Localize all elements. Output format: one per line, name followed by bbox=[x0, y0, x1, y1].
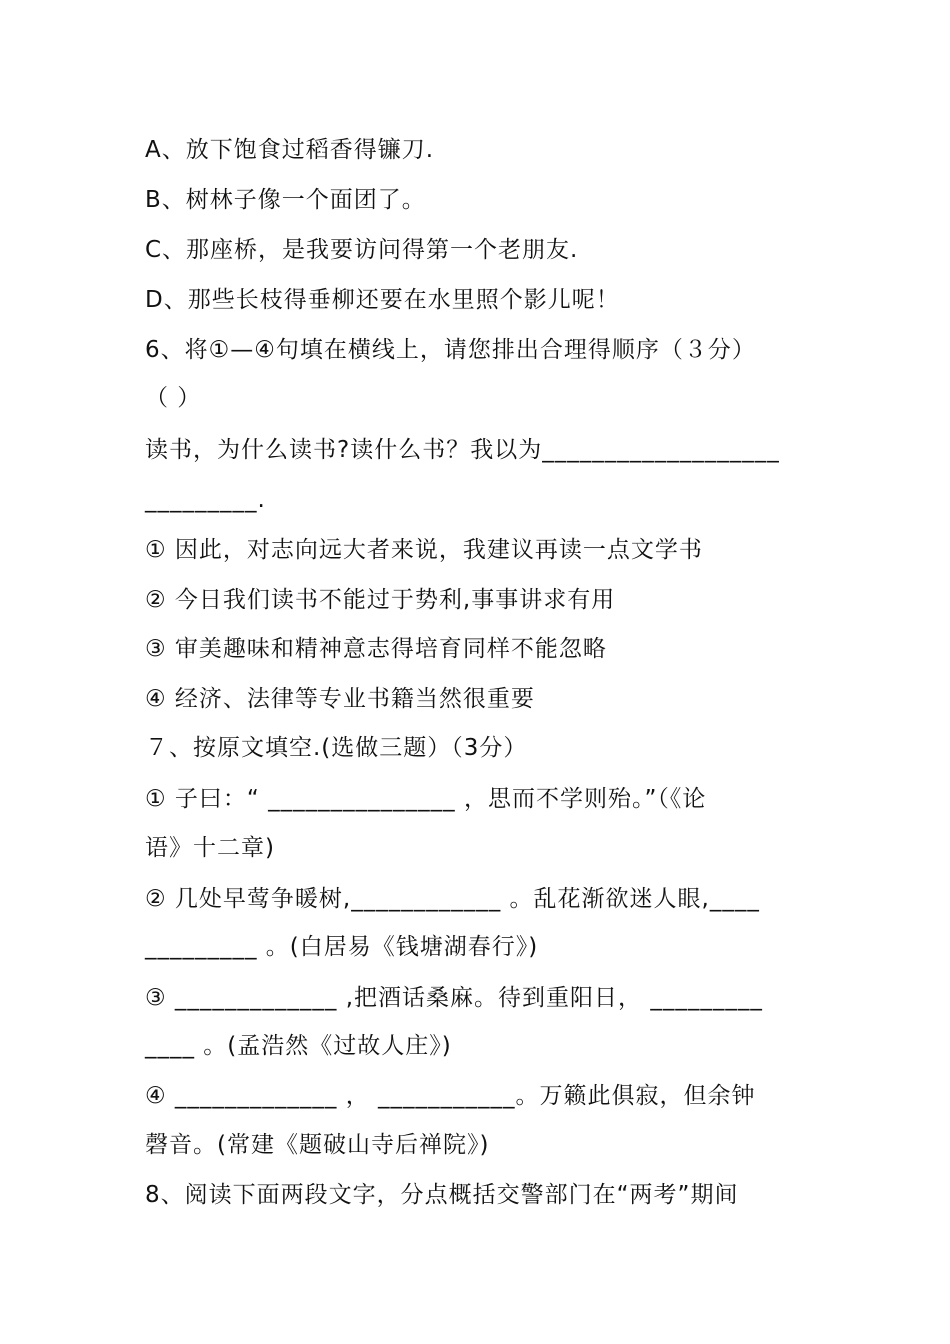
question-8-title: 8、阅读下面两段文字，分点概括交警部门在“两考”期间 bbox=[145, 1182, 739, 1208]
question-6-answer-bracket: （ ） bbox=[145, 385, 202, 411]
option-d: D、那些长枝得垂柳还要在水里照个影儿呢！ bbox=[145, 287, 620, 313]
question-6-title: 6、将①—④句填在横线上，请您排出合理得顺序（３分） bbox=[145, 337, 756, 363]
option-c: C、那座桥，是我要访问得第一个老朋友. bbox=[145, 237, 579, 263]
fill-item-4: ④ _____________ ， ___________。万籁此俱寂，但余钟 bbox=[145, 1083, 756, 1109]
option-a: A、放下饱食过稻香得镰刀. bbox=[145, 137, 435, 163]
fill-item-4-continued: 磬音。(常建《题破山寺后禅院》) bbox=[145, 1132, 490, 1158]
fill-item-2-continued: _________ 。(白居易《钱塘湖春行》) bbox=[145, 934, 539, 960]
question-6-passage-continued: _________. bbox=[145, 487, 266, 513]
fill-item-3-continued: ____ 。(孟浩然《过故人庄》) bbox=[145, 1033, 452, 1059]
fill-item-3: ③ _____________ ,把酒话桑麻。待到重阳日， _________ bbox=[145, 985, 763, 1011]
question-6-passage: 读书，为什么读书?读什么书？我以为___________________ bbox=[145, 437, 780, 463]
sentence-2: ② 今日我们读书不能过于势利,事事讲求有用 bbox=[145, 587, 616, 613]
sentence-4: ④ 经济、法律等专业书籍当然很重要 bbox=[145, 686, 535, 712]
fill-item-1-continued: 语》十二章) bbox=[145, 835, 275, 861]
fill-item-2: ② 几处早莺争暖树,____________ 。乱花渐欲迷人眼,____ bbox=[145, 886, 760, 912]
option-b: B、树林子像一个面团了。 bbox=[145, 187, 426, 213]
sentence-3: ③ 审美趣味和精神意志得培育同样不能忽略 bbox=[145, 636, 607, 662]
fill-item-1: ① 子曰：“ _______________ ，思而不学则殆。”（《论 bbox=[145, 786, 707, 812]
question-7-title: ７、按原文填空.(选做三题）（3分） bbox=[145, 735, 528, 761]
sentence-1: ① 因此，对志向远大者来说，我建议再读一点文学书 bbox=[145, 537, 703, 563]
